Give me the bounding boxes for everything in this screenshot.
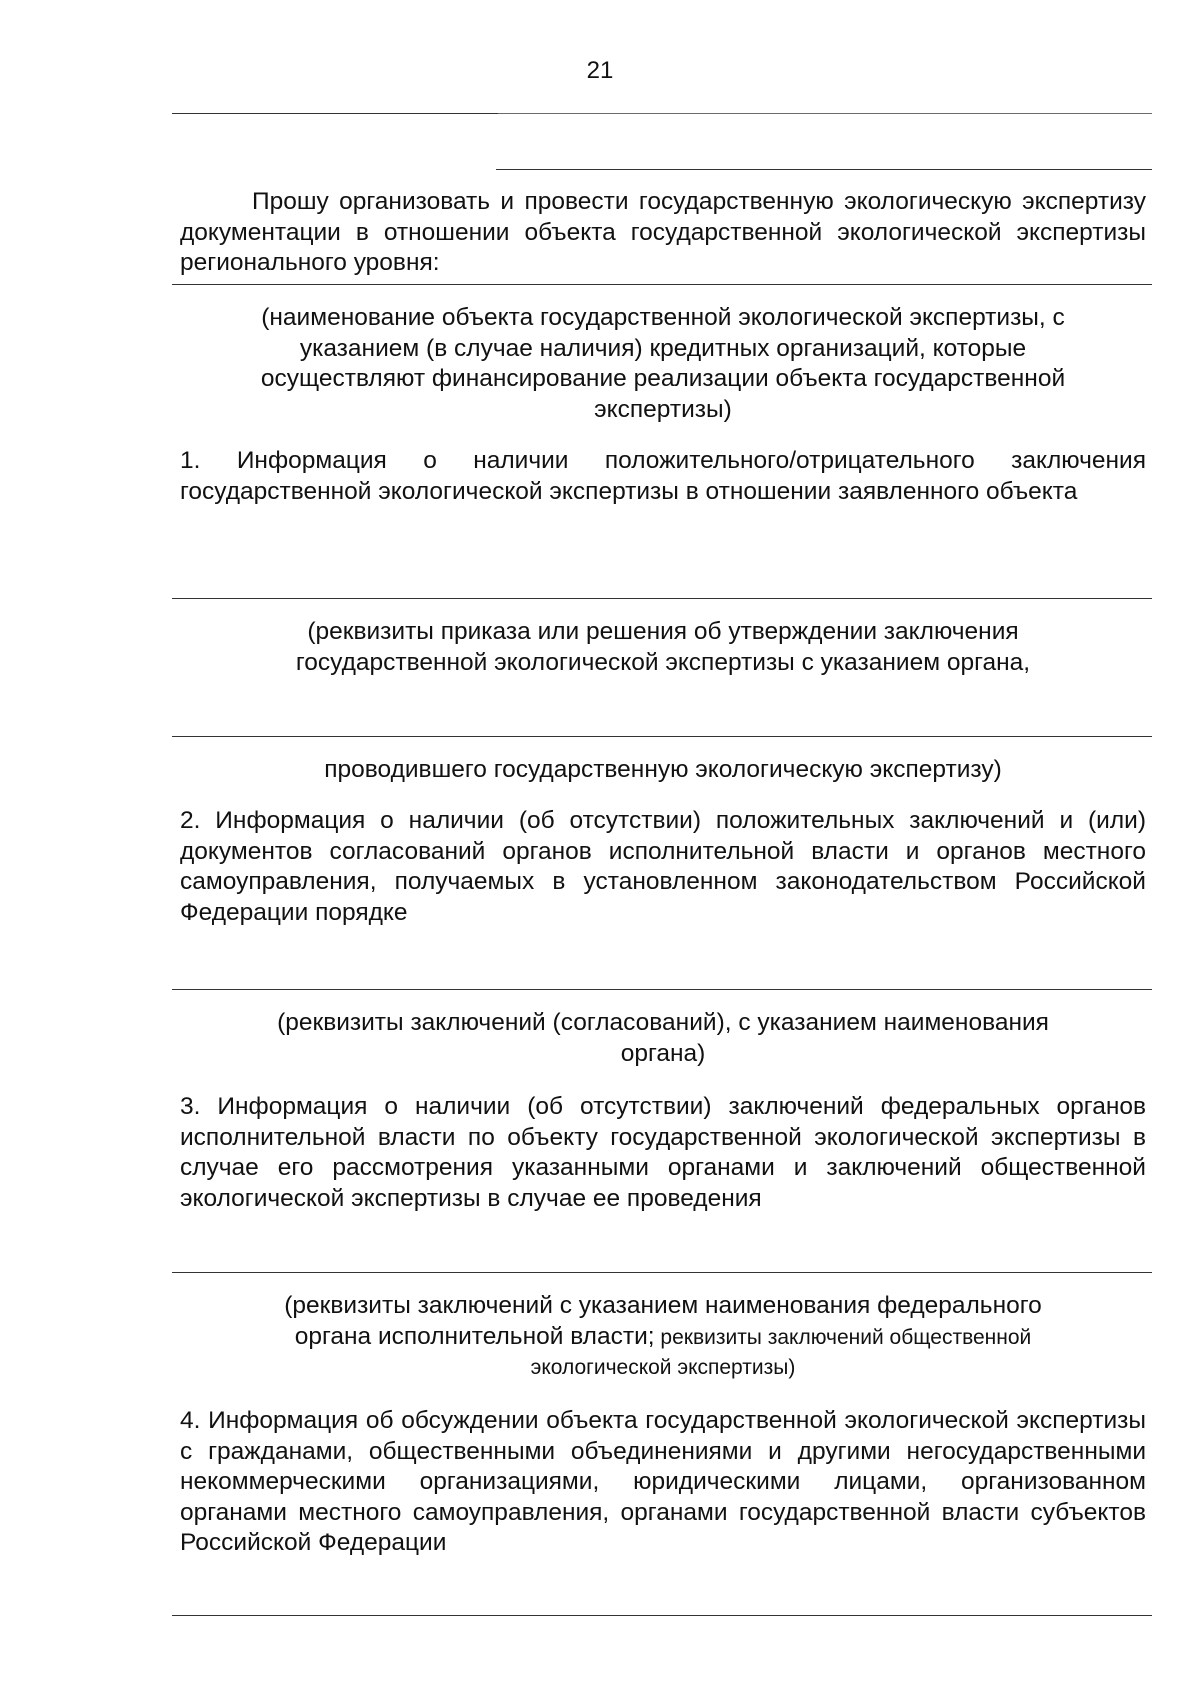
section-2-caption — [180, 1008, 1146, 1069]
caption-line: (реквизиты заключений (согласований), с указанием наименования — [277, 1009, 1049, 1036]
section-1-answer-line — [172, 598, 1152, 599]
section-1-caption-a — [180, 617, 1146, 678]
caption-line: органа) — [620, 1039, 706, 1067]
section-2-answer-line — [172, 989, 1152, 990]
header-line-left — [172, 113, 498, 114]
caption-line: проводившего государственную экологическую экспертизу) — [324, 756, 1002, 783]
section-4-answer-line — [172, 1615, 1152, 1616]
section-4-text: 4. Информация об обсуждении объекта государственной экологической экспертизы с гражданами, общественными объединениями и другими негосударственными некоммерческими организациями, юридическими лицами, организованном органами местного самоуправления, органами государственной власти субъектов Российской Федерации — [180, 1407, 1146, 1556]
intro-paragraph: Прошу организовать и провести государственную экологическую экспертизу документации в отношении объекта государственной экологической экспертизы регионального уровня: — [180, 188, 1146, 276]
caption-line — [180, 1322, 1146, 1354]
caption-line: осуществляют финансирование реализации объекта государственной — [260, 365, 1066, 392]
object-name-caption — [180, 303, 1146, 425]
section-2-text: 2. Информация о наличии (об отсутствии) положительных заключений и (или) документов согласований органов исполнительной власти и органов местного самоуправления, получаемых в установленном законодательством Российской Федерации порядке — [180, 807, 1146, 926]
caption-part: органа исполнительной власти; — [294, 1322, 655, 1350]
header-line-right — [498, 113, 1152, 114]
caption-line: экспертизы) — [594, 395, 732, 423]
section-3-caption — [180, 1291, 1146, 1384]
caption-line: государственной экологической экспертизы с указанием органа, — [295, 648, 1031, 676]
caption-part-small: реквизиты заключений общественной — [654, 1325, 1032, 1349]
section-1-caption-b — [180, 755, 1146, 786]
addressee-line — [496, 169, 1152, 170]
section-1-text: 1. Информация о наличии положительного/отрицательного заключения государственной экологической экспертизы в отношении заявленного объекта — [180, 447, 1146, 505]
page-number: 21 — [586, 57, 614, 84]
object-name-line — [172, 284, 1152, 285]
caption-line: (наименование объекта государственной экологической экспертизы, с — [261, 304, 1065, 331]
section-3-answer-line — [172, 1272, 1152, 1273]
section-1-answer-line-2 — [172, 736, 1152, 737]
caption-line: (реквизиты заключений с указанием наименования федерального — [284, 1292, 1042, 1319]
caption-line: указанием (в случае наличия) кредитных организаций, которые — [299, 334, 1027, 362]
caption-line: (реквизиты приказа или решения об утверждении заключения — [307, 618, 1019, 645]
caption-line-small: экологической экспертизы) — [530, 1356, 796, 1379]
section-3-text: 3. Информация о наличии (об отсутствии) заключений федеральных органов исполнительной власти по объекту государственной экологической экспертизы в случае его рассмотрения указанными органами и заключений общественной экологической экспертизы в случае ее проведения — [180, 1093, 1146, 1212]
